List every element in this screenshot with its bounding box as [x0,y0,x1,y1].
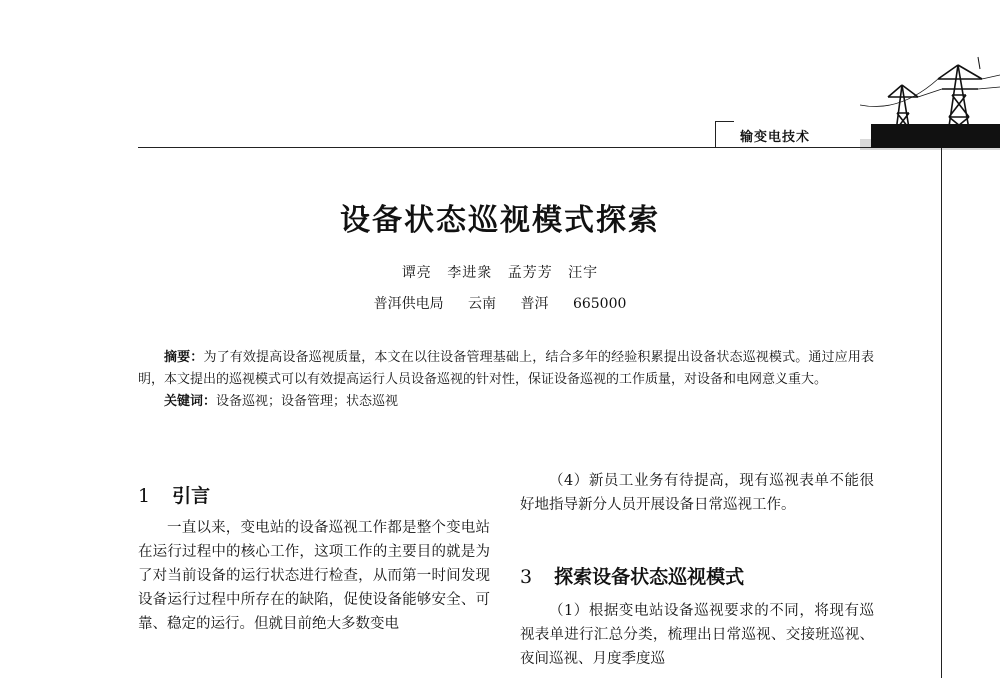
affiliation-province: 云南 [468,296,497,312]
paper-title: 设备状态巡视模式探索 [340,203,660,238]
left-column [138,516,490,636]
keywords-text: 设备巡视；设备管理；状态巡视 [216,394,399,409]
abstract-text: 为了有效提高设备巡视质量，本文在以往设备管理基础上，结合多年的经验积累提出设备状态巡视模式。通过应用表明，本文提出的巡视模式可以有效提高运行人员设备巡视的针对性，保证设备巡视的工作质量，对设备和电网意义重大。 [138,350,874,387]
section-1-paragraph: 一直以来，变电站的设备巡视工作都是整个变电站在运行过程中的核心工作，这项工作的主要目的就是为了对当前设备的运行状态进行检查，从而第一时间发现设备运行过程中所存在的缺陷，促使设备能够安全、可靠、稳定的运行。但就目前绝大多数变电 [138,520,490,632]
affiliation-postcode: 665000 [572,296,627,312]
author-3: 孟芳芳 [507,265,553,281]
header-tab-bracket [715,121,734,148]
item-1-paragraph: （1）根据变电站设备巡视要求的不同，将现有巡视表单进行汇总分类，梳理出日常巡视、交接班巡视、夜间巡视、月度季度巡 [520,603,874,667]
right-column-bottom [520,599,874,671]
affiliation-city: 普洱 [520,296,549,312]
affiliation-org: 普洱供电局 [373,296,444,312]
affiliation [0,293,1000,313]
header-rule [138,147,873,148]
section-label: 输变电技术 [740,130,811,145]
abstract-label: 摘要： [164,350,204,365]
abstract [138,347,874,413]
keywords-label: 关键词： [164,394,217,409]
section-1-heading [138,481,210,508]
header-black-block [871,124,1000,148]
item-4-paragraph: （4）新员工业务有待提高，现有巡视表单不能很好地指导新分人员开展设备日常巡视工作。 [520,473,874,513]
section-1-number: 1 [138,485,151,507]
author-1: 谭亮 [401,265,432,281]
abstract-paragraph [138,347,874,391]
section-3-number: 3 [520,566,533,588]
author-2: 李进衆 [447,265,493,281]
authors [0,262,1000,282]
author-4: 汪宇 [568,265,599,281]
section-3-heading [520,562,744,589]
right-column-top [520,469,874,517]
section-1-title: 引言 [172,485,211,507]
keywords-line [138,391,874,413]
section-3-title: 探索设备状态巡视模式 [554,566,745,588]
